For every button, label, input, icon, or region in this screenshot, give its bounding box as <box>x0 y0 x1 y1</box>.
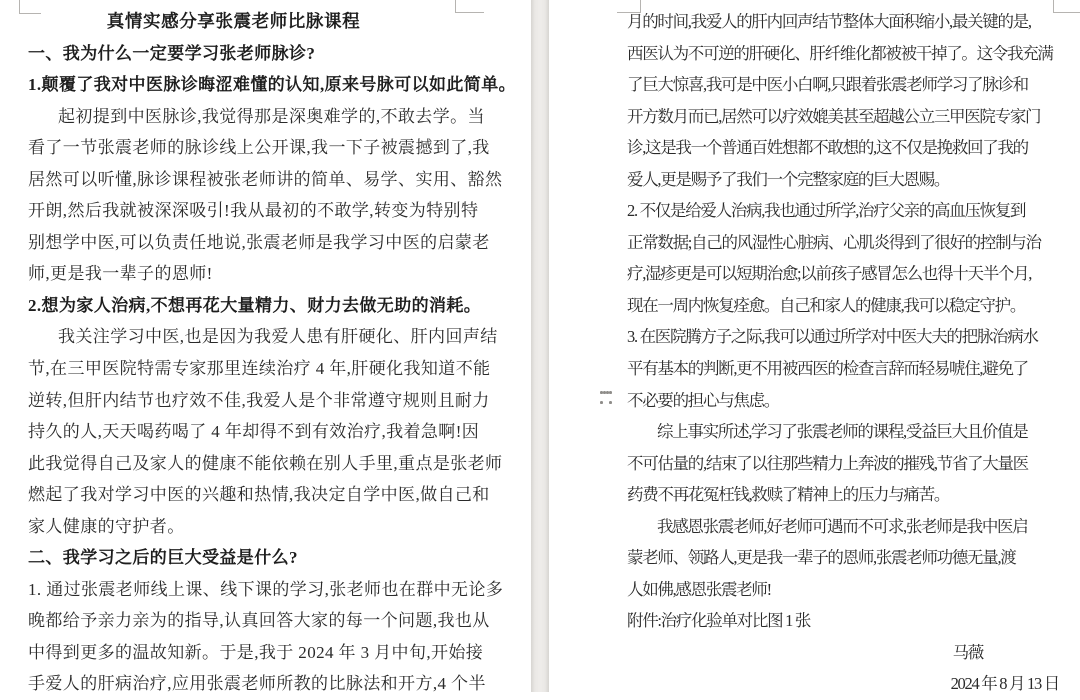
date[interactable]: 2024 年 8 月 13 日 <box>950 674 1059 694</box>
document-title[interactable]: 真情实感分享张震老师比脉课程 <box>106 11 361 31</box>
text-line[interactable]: 3. 在医院腾方子之际,我可以通过所学对中医大夫的把脉治病水 <box>627 327 1038 347</box>
text-line[interactable]: 看了一节张震老师的脉诊线上公开课,我一下子被震撼到了,我 <box>28 138 490 158</box>
text-line[interactable]: 手爱人的肝病治疗,应用张震老师所教的比脉法和开方,4 个半 <box>28 674 486 694</box>
text-line[interactable]: 开方数月而已,居然可以疗效媲美甚至超越公立三甲医院专家门 <box>627 106 1041 126</box>
text-line[interactable]: 家人健康的守护者。 <box>28 516 185 536</box>
text-line[interactable]: 现在一周内恢复痊愈。自己和家人的健康,我可以稳定守护。 <box>627 295 1026 315</box>
text-line[interactable]: 2. 不仅是给爱人治病,我也通过所学,治疗父亲的高血压恢复到 <box>627 201 1026 221</box>
text-line[interactable]: 1. 通过张震老师线上课、线下课的学习,张老师也在群中无论多 <box>28 579 504 599</box>
text-line[interactable]: 持久的人,天天喝药喝了 4 年却得不到有效治疗,我着急啊!因 <box>28 422 480 442</box>
text-line[interactable]: 晚都给予亲力亲为的指导,认真回答大家的每一个问题,我也从 <box>28 611 490 631</box>
text-line[interactable]: 此我觉得自己及家人的健康不能依赖在别人手里,重点是张老师 <box>28 453 503 473</box>
text-line[interactable]: 平有基本的判断,更不用被西医的检查言辞而轻易唬住,避免了 <box>627 359 1028 379</box>
document-page-2[interactable] <box>549 0 1080 692</box>
text-line[interactable]: 不可估量的,结束了以往那些精力上奔波的摧残,节省了大量医 <box>627 453 1028 473</box>
text-line[interactable]: 师,更是我一辈子的恩师! <box>28 264 213 284</box>
signature[interactable]: 马薇 <box>952 642 983 662</box>
attachment-note[interactable]: 附件:治疗化验单对比图 1 张 <box>627 611 811 631</box>
document-page-1[interactable] <box>0 0 531 692</box>
text-line[interactable]: 药费不再花冤枉钱,救赎了精神上的压力与痛苦。 <box>627 485 950 505</box>
text-line[interactable]: 人如佛,感恩张震老师! <box>627 579 771 599</box>
text-line[interactable]: 我感恩张震老师,好老师可遇而不可求,张老师是我中医启 <box>657 516 1028 536</box>
page-1-text-column <box>28 6 516 700</box>
text-line[interactable]: 西医认为不可逆的肝硬化、肝纤维化都被被干掉了。这令我充满 <box>627 43 1053 63</box>
text-line[interactable]: 疗,湿疹更是可以短期治愈;以前孩子感冒怎么也得十天半个月, <box>627 264 1032 284</box>
text-line[interactable]: 诊,这是我一个普通百姓想都不敢想的,这不仅是挽救回了我的 <box>627 138 1028 158</box>
paragraph-drag-handle-icon[interactable] <box>600 391 612 404</box>
text-line[interactable]: 正常数据;自己的风湿性心脏病、心肌炎得到了很好的控制与治 <box>627 232 1041 252</box>
text-line[interactable]: 中得到更多的温故知新。于是,我于 2024 年 3 月中旬,开始接 <box>28 642 484 662</box>
text-line[interactable]: 我关注学习中医,也是因为我爱人患有肝硬化、肝内回声结 <box>58 327 498 347</box>
text-line[interactable]: 2.想为家人治病,不想再花大量精力、财力去做无助的消耗。 <box>28 295 482 315</box>
page-2-text-column <box>627 6 1067 700</box>
text-line[interactable]: 燃起了我对学习中医的兴趣和热情,我决定自学中医,做自己和 <box>28 485 490 505</box>
text-line[interactable]: 1.颠覆了我对中医脉诊晦涩难懂的认知,原来号脉可以如此简单。 <box>28 75 516 95</box>
text-line[interactable]: 节,在三甲医院特需专家那里连续治疗 4 年,肝硬化我知道不能 <box>28 359 491 379</box>
page-gap-divider <box>531 0 549 692</box>
text-line[interactable]: 爱人,更是赐予了我们一个完整家庭的巨大恩赐。 <box>627 169 950 189</box>
text-line[interactable]: 开朗,然后我就被深深吸引!我从最初的不敢学,转变为特别特 <box>28 201 479 221</box>
text-line[interactable]: 了巨大惊喜,我可是中医小白啊,只跟着张震老师学习了脉诊和 <box>627 75 1028 95</box>
text-line[interactable]: 别想学中医,可以负责任地说,张震老师是我学习中医的启蒙老 <box>28 232 490 252</box>
text-line[interactable]: 一、我为什么一定要学习张老师脉诊? <box>28 43 316 63</box>
text-line[interactable]: 月的时间,我爱人的肝内回声结节整体大面积缩小,最关键的是, <box>627 12 1031 31</box>
text-line[interactable]: 不必要的担心与焦虑。 <box>627 390 780 410</box>
text-line[interactable]: 居然可以听懂,脉诊课程被张老师讲的简单、易学、实用、豁然 <box>28 169 503 189</box>
text-line[interactable]: 综上事实所述,学习了张震老师的课程,受益巨大且价值是 <box>657 422 1028 442</box>
text-line[interactable]: 蒙老师、领路人,更是我一辈子的恩师,张震老师功德无量,渡 <box>627 548 1016 568</box>
text-line[interactable]: 逆转,但肝内结节也疗效不佳,我爱人是个非常遵守规则且耐力 <box>28 390 490 410</box>
text-line[interactable]: 起初提到中医脉诊,我觉得那是深奥难学的,不敢去学。当 <box>58 106 485 126</box>
text-line[interactable]: 二、我学习之后的巨大受益是什么? <box>28 548 298 568</box>
